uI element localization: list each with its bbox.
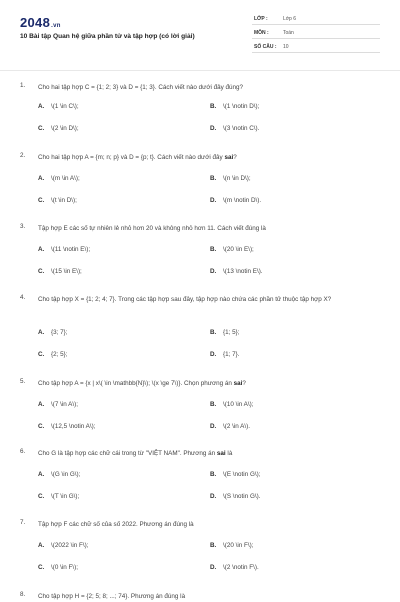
meta-key: LỚP :	[254, 16, 268, 22]
option-text: \(1 \notin D\);	[223, 103, 260, 110]
question-number: 6.	[20, 448, 26, 455]
page-header	[0, 0, 400, 70]
option-letter: C.	[38, 197, 45, 204]
option-text: \(E \notin G\);	[223, 471, 261, 478]
option-letter: D.	[210, 125, 217, 132]
question-number: 3.	[20, 223, 26, 230]
question-number: 7.	[20, 519, 26, 526]
option-letter: B.	[210, 471, 217, 478]
option-letter: B.	[210, 329, 217, 336]
option-text: {2; 5};	[51, 351, 68, 358]
option-letter: B.	[210, 246, 217, 253]
option-letter: C.	[38, 268, 45, 275]
option-text: \(10 \in A\);	[223, 401, 254, 408]
option-letter: D.	[210, 351, 217, 358]
meta-key: SỐ CÂU :	[254, 44, 277, 50]
question-stem: Cho G là tập hợp các chữ cái trong từ "VIỆT NAM". Phương án sai là	[38, 450, 233, 457]
option-letter: D.	[210, 423, 217, 430]
header-divider	[0, 70, 400, 71]
option-letter: C.	[38, 564, 45, 571]
option-letter: B.	[210, 401, 217, 408]
option-text: \(3 \notin C\).	[223, 125, 260, 132]
meta-key: MÔN :	[254, 30, 269, 36]
question-number: 4.	[20, 294, 26, 301]
option-letter: D.	[210, 493, 217, 500]
option-letter: A.	[38, 329, 45, 336]
question-number: 8.	[20, 591, 26, 598]
option-text: \(T \in G\);	[51, 493, 80, 500]
option-text: \(t \in D\);	[51, 197, 77, 204]
option-text: \(G \in G\);	[51, 471, 81, 478]
option-letter: C.	[38, 125, 45, 132]
option-text: \(12,5 \notin A\);	[51, 423, 96, 430]
question-stem: Cho tập hợp A = {x | x\( \in \mathbb{N}\); \(x \ge 7\)}. Chọn phương án sai?	[38, 380, 246, 387]
option-text: {1; 7}.	[223, 351, 240, 358]
option-text: \(11 \notin E\);	[51, 246, 91, 253]
meta-value: Toán	[283, 30, 294, 36]
question-stem: Cho hai tập hợp C = {1; 2; 3} và D = {1; 3}. Cách viết nào dưới đây đúng?	[38, 84, 244, 91]
option-letter: A.	[38, 103, 45, 110]
meta-value: 10	[283, 44, 289, 50]
option-letter: A.	[38, 175, 45, 182]
option-text: \(20 \in F\);	[223, 542, 254, 549]
option-letter: D.	[210, 268, 217, 275]
option-letter: A.	[38, 542, 45, 549]
question-number: 2.	[20, 152, 26, 159]
question-stem: Cho tập hợp X = {1; 2; 4; 7}. Trong các tập hợp sau đây, tập hợp nào chứa các phần tử thuộc tập hợp X?	[38, 296, 332, 303]
option-letter: C.	[38, 423, 45, 430]
option-text: \(2 \notin F\).	[223, 564, 259, 571]
option-text: \(m \notin D\).	[223, 197, 262, 204]
option-letter: A.	[38, 471, 45, 478]
option-letter: C.	[38, 351, 45, 358]
question-number: 1.	[20, 82, 26, 89]
option-text: \(m \in A\);	[51, 175, 80, 182]
meta-row-count	[252, 42, 380, 53]
option-text: \(2 \in D\);	[51, 125, 79, 132]
option-text: \(20 \in E\);	[223, 246, 254, 253]
question-stem: Tập hợp F các chữ số của số 2022. Phương án đúng là	[38, 521, 194, 528]
logo-text: 2048	[20, 15, 51, 30]
option-text: \(0 \in F\);	[51, 564, 78, 571]
logo-tld: .vn	[51, 23, 61, 29]
option-text: \(7 \in A\);	[51, 401, 78, 408]
option-text: {1; 5};	[223, 329, 240, 336]
option-letter: D.	[210, 197, 217, 204]
question-number: 5.	[20, 378, 26, 385]
site-logo[interactable]	[20, 15, 61, 30]
option-letter: A.	[38, 246, 45, 253]
option-letter: D.	[210, 564, 217, 571]
meta-value: Lớp 6	[283, 16, 297, 22]
option-text: {3; 7};	[51, 329, 68, 336]
option-text: \(1 \in C\);	[51, 103, 79, 110]
option-text: \(2 \in A\).	[223, 423, 250, 430]
meta-row-subject	[252, 28, 380, 39]
option-letter: C.	[38, 493, 45, 500]
option-text: \(S \notin G\).	[223, 493, 261, 500]
option-text: \(2022 \in F\);	[51, 542, 89, 549]
option-letter: B.	[210, 542, 217, 549]
option-text: \(13 \notin E\).	[223, 268, 263, 275]
option-letter: A.	[38, 401, 45, 408]
option-text: \(n \in D\);	[223, 175, 251, 182]
meta-row-grade	[252, 14, 380, 25]
option-letter: B.	[210, 175, 217, 182]
document-title: 10 Bài tập Quan hệ giữa phần tử và tập hợp (có lời giải)	[20, 33, 195, 40]
option-letter: B.	[210, 103, 217, 110]
option-text: \(15 \in E\);	[51, 268, 82, 275]
question-stem: Cho hai tập hợp A = {m; n; p} và D = {p; t}. Cách viết nào dưới đây sai?	[38, 154, 237, 161]
question-stem: Tập hợp E các số tự nhiên lẻ nhỏ hơn 20 và không nhỏ hơn 11. Cách viết đúng là	[38, 225, 266, 232]
question-stem: Cho tập hợp H = {2; 5; 8; ...; 74}. Phương án đúng là	[38, 593, 186, 600]
